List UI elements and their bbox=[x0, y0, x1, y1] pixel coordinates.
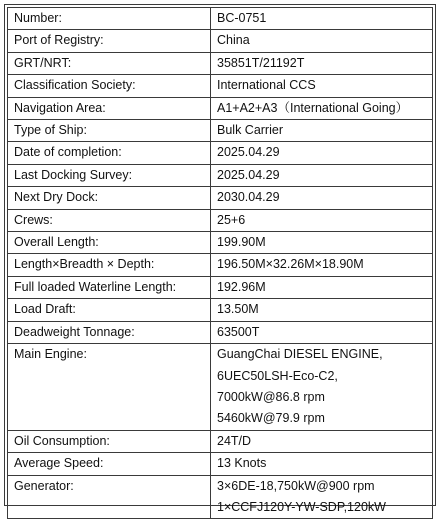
spec-value-line: GuangChai DIESEL ENGINE, bbox=[217, 347, 383, 362]
spec-row bbox=[8, 30, 433, 52]
spec-value-line: Bulk Carrier bbox=[217, 123, 283, 138]
spec-row bbox=[8, 8, 433, 30]
spec-row bbox=[8, 52, 433, 74]
spec-value bbox=[211, 97, 433, 119]
spec-value-line: 24T/D bbox=[217, 433, 252, 448]
spec-row bbox=[8, 232, 433, 254]
spec-value bbox=[211, 52, 433, 74]
spec-label: Type of Ship: bbox=[8, 120, 211, 142]
spec-value bbox=[211, 164, 433, 186]
spec-value bbox=[211, 75, 433, 97]
spec-row bbox=[8, 299, 433, 321]
spec-value bbox=[211, 142, 433, 164]
spec-row bbox=[8, 453, 433, 475]
spec-label: Classification Society: bbox=[8, 75, 211, 97]
spec-value-line: 5460kW@79.9 rpm bbox=[217, 411, 325, 426]
spec-value-line: International CCS bbox=[217, 78, 316, 93]
spec-value-line: 196.50M×32.26M×18.90M bbox=[217, 257, 364, 272]
spec-value-line: China bbox=[217, 33, 250, 48]
spec-value bbox=[211, 209, 433, 231]
spec-label: Crews: bbox=[8, 209, 211, 231]
spec-label: Main Engine: bbox=[8, 344, 211, 431]
spec-row bbox=[8, 142, 433, 164]
spec-value-line: BC-0751 bbox=[217, 11, 267, 25]
spec-value bbox=[211, 321, 433, 343]
spec-row bbox=[8, 187, 433, 209]
spec-label: Deadweight Tonnage: bbox=[8, 321, 211, 343]
spec-value bbox=[211, 276, 433, 298]
spec-label: Generator: bbox=[8, 475, 211, 519]
spec-label: Overall Length: bbox=[8, 232, 211, 254]
spec-label: Oil Consumption: bbox=[8, 430, 211, 452]
spec-value bbox=[211, 30, 433, 52]
spec-value-line: 3×6DE-18,750kW@900 rpm bbox=[217, 478, 375, 493]
spec-label: Average Speed: bbox=[8, 453, 211, 475]
spec-label: Length×Breadth × Depth: bbox=[8, 254, 211, 276]
spec-row bbox=[8, 430, 433, 452]
spec-value bbox=[211, 453, 433, 475]
spec-row bbox=[8, 344, 433, 431]
spec-row bbox=[8, 75, 433, 97]
spec-value bbox=[211, 187, 433, 209]
spec-row bbox=[8, 475, 433, 519]
spec-value-line: 1×CCFJ120Y-YW-SDP,120kW bbox=[217, 499, 386, 514]
spec-value bbox=[211, 344, 433, 431]
spec-value bbox=[211, 299, 433, 321]
spec-label: Full loaded Waterline Length: bbox=[8, 276, 211, 298]
spec-value-line: 2025.04.29 bbox=[217, 167, 280, 182]
spec-label: Number: bbox=[8, 8, 211, 30]
spec-row bbox=[8, 276, 433, 298]
ship-spec-sheet bbox=[4, 4, 436, 514]
spec-value-line: A1+A2+A3（International Going） bbox=[217, 100, 409, 115]
spec-value-line: 2025.04.29 bbox=[217, 145, 280, 160]
spec-row bbox=[8, 97, 433, 119]
spec-value-line: 13 Knots bbox=[217, 456, 267, 471]
spec-row bbox=[8, 120, 433, 142]
spec-value-line: 6UEC50LSH-Eco-C2, bbox=[217, 368, 338, 383]
spec-value bbox=[211, 430, 433, 452]
spec-value bbox=[211, 120, 433, 142]
spec-value-line: 192.96M bbox=[217, 279, 266, 294]
spec-value-line: 25+6 bbox=[217, 212, 246, 227]
spec-row bbox=[8, 164, 433, 186]
spec-value bbox=[211, 254, 433, 276]
spec-value-line: 199.90M bbox=[217, 235, 266, 250]
spec-label: Last Docking Survey: bbox=[8, 164, 211, 186]
spec-label: Date of completion: bbox=[8, 142, 211, 164]
spec-row bbox=[8, 209, 433, 231]
spec-label: Port of Registry: bbox=[8, 30, 211, 52]
spec-value bbox=[211, 232, 433, 254]
spec-value bbox=[211, 475, 433, 519]
spec-row bbox=[8, 321, 433, 343]
spec-row bbox=[8, 254, 433, 276]
spec-value-line: 2030.04.29 bbox=[217, 190, 280, 205]
spec-value bbox=[211, 8, 433, 30]
spec-value-line: 13.50M bbox=[217, 302, 259, 317]
spec-label: Load Draft: bbox=[8, 299, 211, 321]
spec-value-line: 63500T bbox=[217, 324, 260, 339]
spec-value-line: 7000kW@86.8 rpm bbox=[217, 389, 325, 404]
spec-table bbox=[7, 7, 433, 519]
spec-label: GRT/NRT: bbox=[8, 52, 211, 74]
spec-label: Navigation Area: bbox=[8, 97, 211, 119]
spec-value-line: 35851T/21192T bbox=[217, 55, 305, 70]
spec-label: Next Dry Dock: bbox=[8, 187, 211, 209]
